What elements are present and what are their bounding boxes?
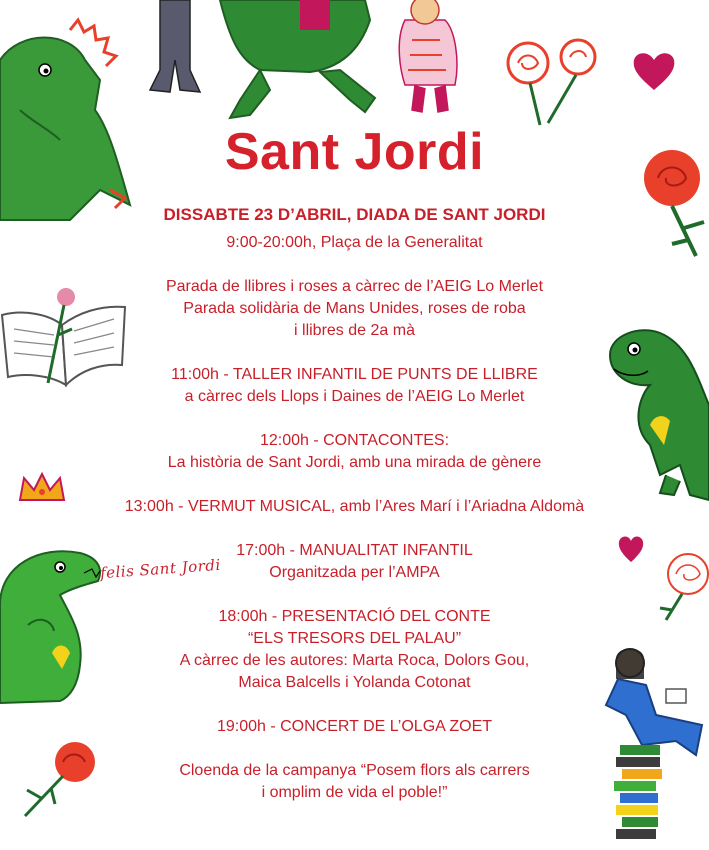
program-line: A càrrec de les autores: Marta Roca, Dolors Gou, xyxy=(179,652,530,669)
program-spacer xyxy=(100,408,609,430)
program-line: 13:00h - VERMUT MUSICAL, amb l’Ares Marí i l’Ariadna Aldomà xyxy=(124,498,585,515)
program-spacer xyxy=(100,254,609,276)
signature-handwritten: felis Sant Jordi xyxy=(99,555,222,583)
program-line: i omplim de vida el poble!” xyxy=(261,784,448,801)
program-spacer xyxy=(100,342,609,364)
rose-bottom-left-illustration xyxy=(15,740,105,820)
program-line: 9:00-20:00h, Plaça de la Generalitat xyxy=(226,234,483,251)
program-line: 17:00h - MANUALITAT INFANTIL xyxy=(236,542,473,559)
program-line: i llibres de 2a mà xyxy=(294,322,415,339)
heart-icon xyxy=(632,50,676,92)
program-spacer xyxy=(100,738,609,760)
characters-top-illustration xyxy=(150,0,480,120)
program-spacer xyxy=(100,518,609,540)
program-line: Organitzada per l’AMPA xyxy=(269,564,440,581)
program-spacer xyxy=(100,694,609,716)
program-list xyxy=(100,232,609,804)
small-heart-icon xyxy=(618,534,644,564)
crown-illustration xyxy=(18,470,66,506)
girl-books-illustration xyxy=(596,645,709,840)
rose-outline-illustration xyxy=(658,548,709,623)
event-date-headline: DISSABTE 23 D’ABRIL, DIADA DE SANT JORDI xyxy=(163,205,546,224)
program-line: 18:00h - PRESENTACIÓ DEL CONTE xyxy=(218,608,491,625)
dinosaur-right-illustration xyxy=(600,325,709,500)
program-line: Parada de llibres i roses a càrrec de l’AEIG Lo Merlet xyxy=(165,278,544,295)
program-line: Maica Balcells i Yolanda Cotonat xyxy=(238,674,471,691)
program-line: 19:00h - CONCERT DE L’OLGA ZOET xyxy=(216,718,493,735)
program-line: Parada solidària de Mans Unides, roses de roba xyxy=(183,300,526,317)
poster-title: Sant Jordi xyxy=(224,123,485,181)
program-line: 11:00h - TALLER INFANTIL DE PUNTS DE LLIBRE xyxy=(171,366,538,383)
program-spacer xyxy=(100,584,609,606)
dinosaur-left-illustration xyxy=(0,545,110,705)
program-line: a càrrec dels Llops i Daines de l’AEIG Lo Merlet xyxy=(184,388,525,405)
program-spacer xyxy=(100,474,609,496)
program-line: Cloenda de la campanya “Posem flors als carrers xyxy=(179,762,530,779)
roses-top-right-illustration xyxy=(500,35,610,125)
program-line: 12:00h - CONTACONTES: xyxy=(259,432,450,449)
program-line: La història de Sant Jordi, amb una mirada de gènere xyxy=(167,454,542,471)
program-line: “ELS TRESORS DEL PALAU” xyxy=(247,630,462,647)
